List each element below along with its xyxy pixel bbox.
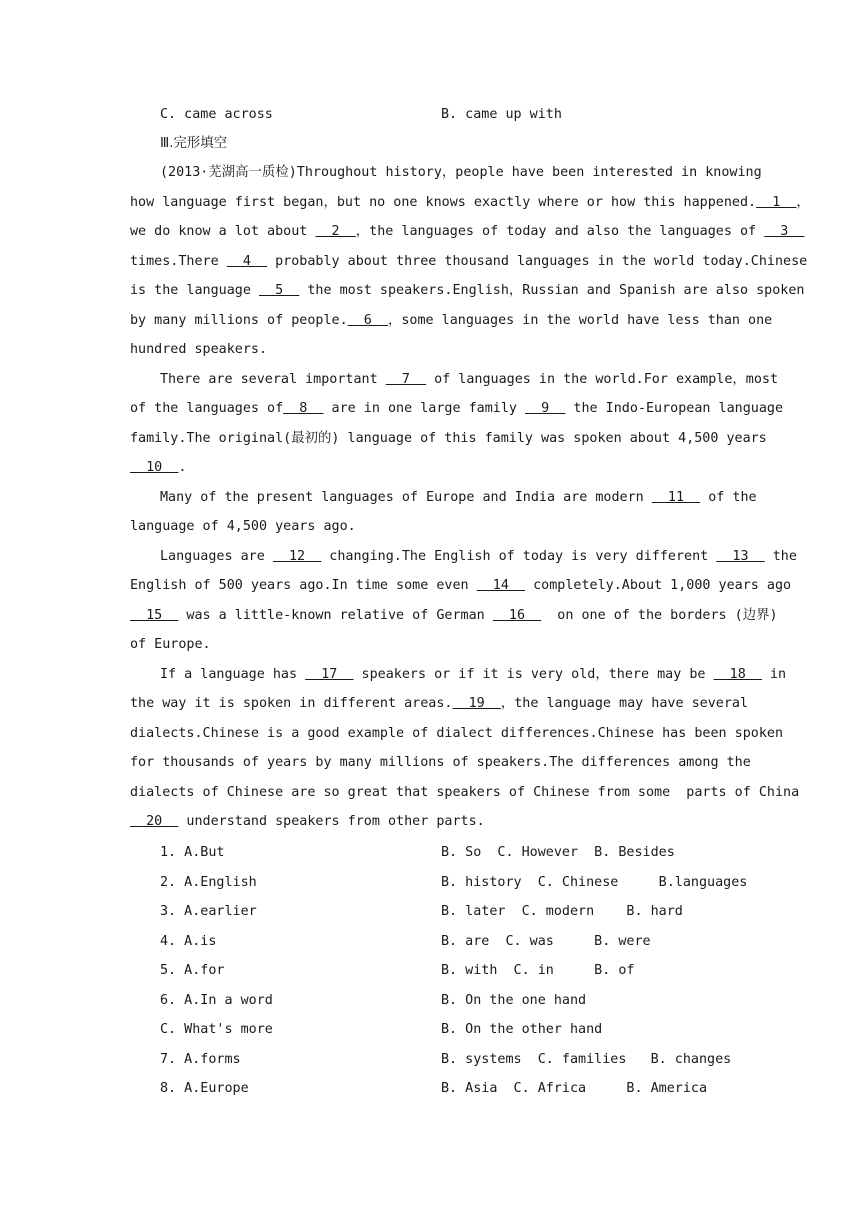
question-options-bcd: B. So C. However B. Besides [441, 845, 675, 860]
passage-line [130, 281, 805, 301]
passage-text: for thousands of years by many millions of speakers.The differences among the [130, 755, 751, 770]
question-option-a: 6. A.In a word [160, 993, 273, 1008]
answer-blank: 7 [385, 372, 427, 387]
passage-line [130, 606, 778, 626]
passage-line [160, 665, 787, 685]
section-heading: Ⅲ.完形填空 [160, 136, 228, 151]
answer-blank: 3 [764, 224, 805, 239]
answer-blank: 19 [452, 696, 501, 711]
passage-text: the [764, 549, 797, 564]
answer-blank: 13 [716, 549, 765, 564]
passage-text: how language first began，but no one knows exactly where or how this happened. [130, 195, 757, 210]
passage-text: completely.About 1,000 years ago [525, 578, 792, 593]
passage-text: speakers or if it is very old，there may be [353, 667, 714, 682]
question-option-a: 4. A.is [160, 934, 217, 949]
passage-line [130, 783, 800, 803]
passage-text: on one of the borders (边界) [541, 608, 778, 623]
passage-line [160, 547, 797, 567]
question-option-a: 3. A.earlier [160, 904, 257, 919]
answer-blank: 15 [130, 608, 179, 623]
passage-text: we do know a lot about [130, 224, 316, 239]
passage-line [130, 635, 731, 655]
passage-text: is the language [130, 283, 259, 298]
answer-blank: 11 [651, 490, 701, 505]
question-options-bcd: B. history C. Chinese B.languages [441, 875, 748, 890]
passage-text: There are several important [160, 372, 386, 387]
answer-blank: 12 [272, 549, 322, 564]
question-option-a: C. What's more [160, 1022, 273, 1037]
passage-text: language of 4,500 years ago. [130, 519, 356, 534]
answer-blank: 5 [259, 283, 300, 298]
passage-line [130, 222, 805, 242]
passage-text: changing.The English of today is very different [321, 549, 717, 564]
answer-blank: 18 [713, 667, 762, 682]
answer-blank: 14 [476, 578, 526, 593]
passage-text: hundred speakers. [130, 342, 268, 357]
answer-blank: 17 [305, 667, 354, 682]
passage-text: . [178, 460, 187, 475]
answer-blank: 9 [525, 401, 566, 416]
question-options-bcd: B. with C. in B. of [441, 963, 635, 978]
passage-line [130, 429, 767, 449]
answer-blank: 1 [756, 195, 797, 210]
passage-text: If a language has [160, 667, 306, 682]
answer-blank: 2 [315, 224, 356, 239]
question-options-bcd: B. systems C. families B. changes [441, 1052, 732, 1067]
passage-text: times.There [130, 254, 227, 269]
question-options-bcd: B. On the other hand [441, 1022, 603, 1037]
passage-text: are in one large family [323, 401, 526, 416]
passage-line [130, 311, 773, 331]
question-option-a: 8. A.Europe [160, 1081, 249, 1096]
passage-line [130, 694, 749, 714]
question-options-bcd: B. are C. was B. were [441, 934, 651, 949]
passage-text: in [761, 667, 787, 682]
answer-blank: 20 [130, 814, 179, 829]
passage-text: the Indo-European language [565, 401, 784, 416]
passage-text: the most speakers.English，Russian and Spanish are also spoken [299, 283, 805, 298]
question-options-bcd: B. On the one hand [441, 993, 587, 1008]
passage-line [130, 576, 792, 596]
answer-blank: 8 [283, 401, 324, 416]
passage-text: of Europe. [130, 637, 211, 652]
passage-line [130, 812, 731, 832]
passage-text: Many of the present languages of Europe and India are modern [160, 490, 652, 505]
option-c-came-across: C. came across [160, 107, 273, 122]
passage-text: was a little-known relative of German [178, 608, 493, 623]
answer-blank: 10 [130, 460, 179, 475]
option-d-came-up-with: B. came up with [441, 107, 562, 122]
question-options-bcd: B. later C. modern B. hard [441, 904, 683, 919]
question-option-a: 5. A.for [160, 963, 225, 978]
answer-blank: 16 [492, 608, 542, 623]
answer-blank: 6 [347, 313, 388, 328]
passage-line [130, 399, 784, 419]
passage-text: understand speakers from other parts. [178, 814, 485, 829]
passage-text: ，some languages in the world have less than one [387, 313, 773, 328]
passage-line [130, 252, 808, 272]
question-option-a: 1. A.But [160, 845, 225, 860]
passage-text: by many millions of people. [130, 313, 348, 328]
passage-text: English of 500 years ago.In time some even [130, 578, 477, 593]
passage-line [130, 193, 810, 213]
passage-text: ，the languages of today and also the languages of [355, 224, 765, 239]
passage-text: (2013·芜湖高一质检)Throughout history，people have been interested in knowing [160, 165, 762, 180]
passage-line [160, 370, 779, 390]
passage-text: probably about three thousand languages in the world today.Chinese [267, 254, 808, 269]
passage-text: ， [796, 195, 810, 210]
answer-blank: 4 [226, 254, 268, 269]
passage-line [160, 163, 762, 183]
passage-line [130, 458, 731, 478]
passage-line [130, 517, 731, 537]
passage-text: Languages are [160, 549, 273, 564]
passage-text: dialects of Chinese are so great that speakers of Chinese from some parts of China [130, 785, 800, 800]
question-options-bcd: B. Asia C. Africa B. America [441, 1081, 708, 1096]
passage-line [130, 340, 731, 360]
passage-line [130, 724, 784, 744]
passage-text: the way it is spoken in different areas. [130, 696, 453, 711]
passage-text: ，the language may have several [500, 696, 749, 711]
question-option-a: 2. A.English [160, 875, 257, 890]
passage-text: of languages in the world.For example，most [426, 372, 779, 387]
passage-text: of the languages of [130, 401, 284, 416]
passage-text: dialects.Chinese is a good example of dialect differences.Chinese has been spoken [130, 726, 784, 741]
passage-line [130, 753, 751, 773]
question-option-a: 7. A.forms [160, 1052, 241, 1067]
passage-line [160, 488, 757, 508]
passage-text: of the [700, 490, 757, 505]
passage-text: family.The original(最初的) language of this family was spoken about 4,500 years [130, 431, 767, 446]
